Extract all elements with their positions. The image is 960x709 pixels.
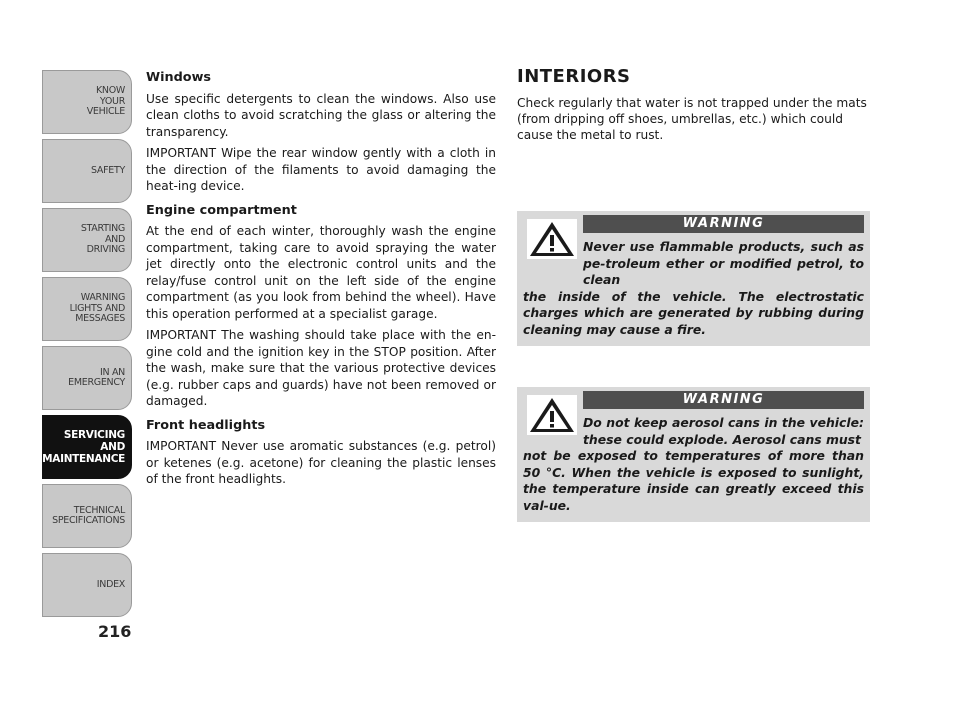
warning-text: the inside of the vehicle. The electrostatic charges which are generated by rubbing during cleaning may cause a fire. (523, 288, 864, 337)
tab-label: MESSAGES (75, 313, 125, 325)
warning-box (517, 211, 870, 346)
interiors-heading: INTERIORS (517, 66, 631, 87)
right-column (517, 66, 869, 143)
tab-label: KNOW (95, 85, 125, 97)
tab-index[interactable] (42, 553, 132, 617)
engine-important: IMPORTANT The washing should take place with the en-gine cold and the ignition key in the STOP position. After the wash, make sure that the various protective devices (e.g. rubber caps and guards) have not been removed or damaged. (146, 328, 496, 408)
tab-in-an-emergency[interactable] (42, 346, 132, 410)
tab-label: WARNING (80, 292, 125, 304)
tab-safety[interactable] (42, 139, 132, 203)
tab-label: EMERGENCY (68, 377, 125, 388)
tab-starting-and-driving[interactable] (42, 208, 132, 272)
windows-paragraph: Use specific detergents to clean the windows. Also use clean cloths to avoid scratching the glass or altering the transparency. (146, 91, 496, 139)
windows-heading: Windows (146, 70, 212, 85)
tab-label: SERVICING (63, 429, 125, 441)
tab-technical-specifications[interactable] (42, 484, 132, 548)
tab-warning-lights-and-messages[interactable] (42, 277, 132, 341)
warning-text-lead: Do not keep aerosol cans in the vehicle: these could explode. Aerosol cans must (583, 415, 864, 447)
headlights-section (146, 418, 496, 488)
warning-box (517, 387, 870, 522)
tab-label: DRIVING (86, 244, 125, 256)
headlights-heading: Front headlights (146, 417, 266, 433)
windows-section (146, 70, 496, 195)
warning-text: not be exposed to temperatures of more than 50 °C. When the vehicle is exposed to sunlight, the temperature inside can greatly exceed this val-ue. (523, 448, 864, 513)
tab-label: LIGHTS AND (69, 302, 125, 314)
warning-triangle-icon (527, 395, 577, 435)
tab-label: INDEX (96, 578, 125, 590)
tab-label: IN AN (99, 366, 125, 378)
interiors-paragraph: Check regularly that water is not trapped under the mats (from dripping off shoes, umbrellas, etc.) which could cause the metal to rust. (517, 96, 867, 142)
tab-label: SAFETY (91, 164, 125, 176)
tab-label: TECHNICAL (73, 504, 125, 516)
tab-label: AND (104, 233, 125, 245)
engine-paragraph: At the end of each winter, thoroughly wash the engine compartment, taking care to avoid spraying the water jet directly onto the electronic control units and the relay/fuse control unit on the left side of the engine compartment (as you look from behind the wheel). Have this operation performed at a specialist garage. (146, 224, 496, 321)
engine-section (146, 203, 496, 410)
warning-label: WARNING (583, 391, 864, 409)
windows-important: IMPORTANT Wipe the rear window gently with a cloth in the direction of the filaments to avoid damaging the heat-ing device. (146, 146, 496, 193)
headlights-important: IMPORTANT Never use aromatic substances (e.g. petrol) or ketenes (e.g. acetone) for cleaning the plastic lenses of the front headlights. (146, 439, 496, 486)
tab-label: MAINTENANCE (42, 453, 125, 465)
tab-label: SPECIFICATIONS (52, 515, 125, 526)
tab-label: YOUR (99, 95, 125, 107)
warning-text-lead: Never use flammable products, such as pe-troleum ether or modified petrol, to clean (583, 239, 864, 287)
tab-label: AND (100, 441, 125, 453)
page-number: 216 (98, 622, 132, 641)
warning-triangle-icon (527, 219, 577, 259)
engine-heading: Engine compartment (146, 202, 297, 218)
left-column (146, 70, 496, 496)
tab-servicing-and-maintenance[interactable] (42, 415, 132, 479)
tab-label: STARTING (80, 223, 125, 235)
tab-know-your-vehicle[interactable] (42, 70, 132, 134)
tab-label: VEHICLE (86, 106, 125, 118)
warning-label: WARNING (583, 215, 864, 233)
